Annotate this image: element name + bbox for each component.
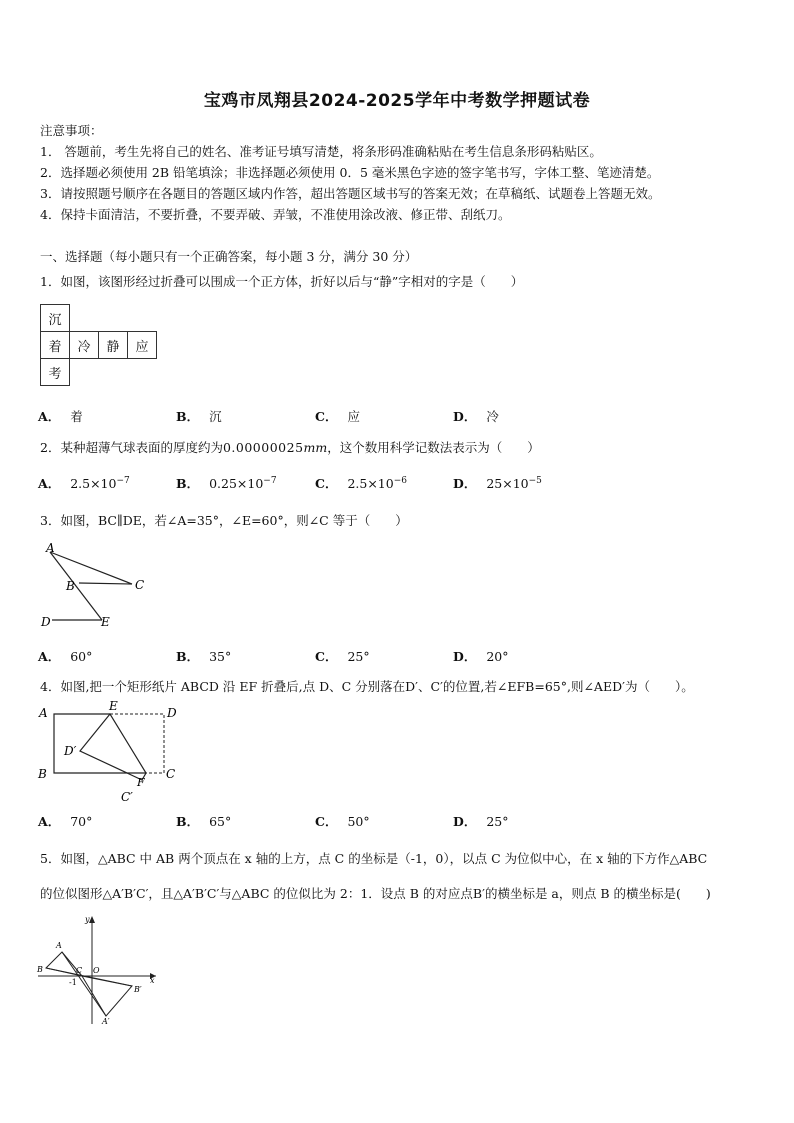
notice-item-2: 2．选择题必须使用 2B 铅笔填涂；非选择题必须使用 0．5 毫米黑色字迹的签字笔书写，字体工整、笔迹清楚。 [40, 165, 660, 180]
cube-net [40, 304, 157, 386]
label-minus-one: -1 [69, 978, 77, 987]
q4-stem: 4．如图,把一个矩形纸片 ABCD 沿 EF 折叠后,点 D、C 分别落在D′、C′的位置,若∠EFB=65°,则∠AED′为（ ）。 [40, 679, 694, 694]
q5-stem-line-2: 的位似图形△A′B′C′，且△A′B′C′与△ABC 的位似比为 2：1．设点 B 的对应点B′的横坐标是 a，则点 B 的横坐标是( ) [40, 886, 711, 901]
notice-heading: 注意事项： [40, 123, 103, 138]
q2-option-c[interactable]: C． $2.5\times 10^{-6}$ [315, 475, 407, 491]
q4-option-c[interactable]: C． 50° [315, 814, 370, 829]
q1-option-a[interactable]: A． 着 [38, 409, 83, 424]
label-A: A [39, 706, 48, 720]
label-D-prime: D′ [64, 744, 77, 758]
label-A: A [46, 541, 55, 555]
label-D: D [167, 706, 177, 720]
label-E: E [109, 700, 118, 713]
label-x: x [150, 976, 155, 985]
q4-option-b[interactable]: B． 65° [176, 814, 232, 829]
q1-stem: 1．如图，该图形经过折叠可以围成一个正方体，折好以后与“静”字相对的字是（ ） [40, 274, 524, 289]
net-cell: 考 [41, 359, 70, 386]
q2-option-b[interactable]: B． $0.25\times 10^{-7}$ [176, 475, 277, 491]
q4-option-a[interactable]: A． 70° [38, 814, 93, 829]
q3-option-c[interactable]: C． 25° [315, 649, 370, 664]
label-B: B [37, 965, 43, 974]
label-A: A [56, 941, 62, 950]
notice-item-1: 1． 答题前，考生先将自己的姓名、准考证号填写清楚，将条形码准确粘贴在考生信息条形码粘贴区。 [40, 144, 602, 159]
label-B: B [38, 767, 47, 781]
notice-item-3: 3．请按照题号顺序在各题目的答题区域内作答，超出答题区域书写的答案无效；在草稿纸、试题卷上答题无效。 [40, 186, 661, 201]
q5-figure [34, 912, 164, 1028]
q1-option-c[interactable]: C． 应 [315, 409, 360, 424]
q4-figure [34, 700, 194, 808]
label-B: B [66, 579, 75, 593]
net-cell: 着 [41, 332, 70, 359]
q3-figure [36, 538, 156, 633]
label-A-prime: A′ [102, 1017, 110, 1026]
q2-option-d[interactable]: D． $25\times 10^{-5}$ [453, 475, 542, 491]
label-C: C [76, 966, 83, 975]
net-cell: 沉 [41, 305, 70, 332]
net-cell: 应 [128, 332, 157, 359]
q2-option-a[interactable]: A． $2.5\times 10^{-7}$ [38, 475, 130, 491]
label-F: F [137, 776, 145, 789]
label-O: O [93, 966, 100, 975]
q3-stem: 3．如图，BC∥DE，若∠A=35°，∠E=60°，则∠C 等于（ ） [40, 513, 408, 528]
page-title: 宝鸡市凤翔县2024-2025学年中考数学押题试卷 [203, 91, 591, 111]
q2-stem: 2．某种超薄气球表面的厚度约为0.00000025mm，这个数用科学记数法表示为（ ） [40, 440, 540, 455]
q3-option-d[interactable]: D． 20° [453, 649, 509, 664]
label-C-prime: C′ [121, 790, 133, 804]
label-C: C [166, 767, 176, 781]
label-D: D [41, 615, 51, 629]
section-heading: 一、选择题（每小题只有一个正确答案，每小题 3 分，满分 30 分） [40, 249, 418, 264]
q4-option-d[interactable]: D． 25° [453, 814, 509, 829]
net-cell: 冷 [70, 332, 99, 359]
net-cell: 静 [99, 332, 128, 359]
label-C: C [135, 578, 145, 592]
notice-item-4: 4．保持卡面清洁，不要折叠，不要弄破、弄皱，不准使用涂改液、修正带、刮纸刀。 [40, 207, 511, 222]
label-E: E [101, 615, 110, 629]
label-y: y [85, 915, 90, 924]
q1-option-d[interactable]: D． 冷 [453, 409, 499, 424]
q3-option-a[interactable]: A． 60° [38, 649, 93, 664]
q1-option-b[interactable]: B． 沉 [176, 409, 222, 424]
q5-stem-line-1: 5．如图，△ABC 中 AB 两个顶点在 x 轴的上方，点 C 的坐标是（-1，0），以点 C 为位似中心，在 x 轴的下方作△ABC [40, 851, 708, 866]
q3-option-b[interactable]: B． 35° [176, 649, 232, 664]
label-B-prime: B′ [134, 985, 142, 994]
